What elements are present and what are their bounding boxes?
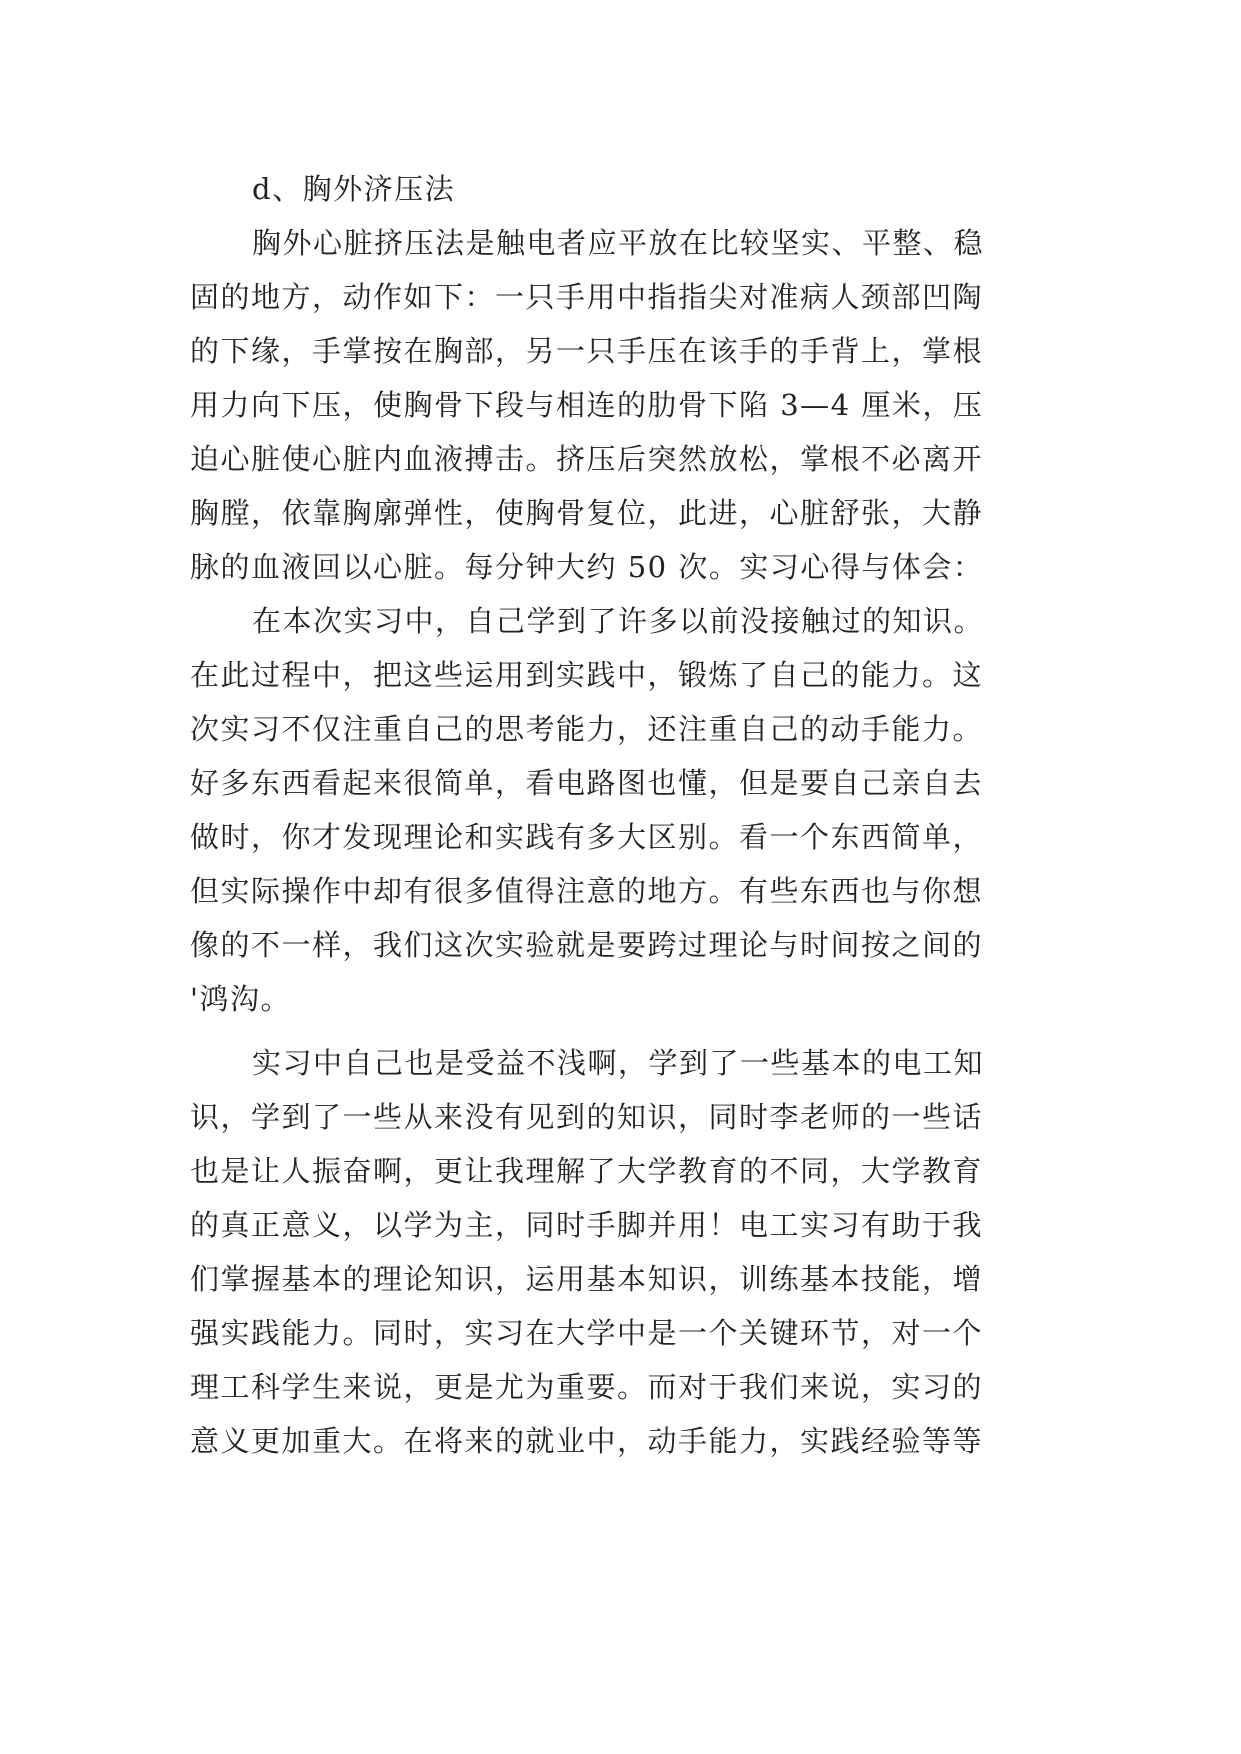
paragraph-line: 意义更加重大。在将来的就业中，动手能力，实践经验等等 (190, 1424, 984, 1458)
paragraph-line: 但实际操作中却有很多值得注意的地方。有些东西也与你想 (190, 874, 984, 908)
paragraph-line: 做时，你才发现理论和实践有多大区别。看一个东西简单， (190, 820, 984, 854)
paragraph-line: 固的地方，动作如下：一只手用中指指尖对准病人颈部凹陶 (190, 280, 984, 314)
paragraph-line: 理工科学生来说，更是尤为重要。而对于我们来说，实习的 (190, 1370, 984, 1404)
paragraph-line: 迫心脏使心脏内血液搏击。挤压后突然放松，掌根不必离开 (190, 442, 984, 476)
paragraph-line: 胸外心脏挤压法是触电者应平放在比较坚实、平整、稳 (252, 226, 985, 260)
paragraph-line: 在此过程中，把这些运用到实践中，锻炼了自己的能力。这 (190, 658, 984, 692)
paragraph-line: 实习中自己也是受益不浅啊，学到了一些基本的电工知 (252, 1046, 985, 1080)
paragraph-line: 次实习不仅注重自己的思考能力，还注重自己的动手能力。 (190, 712, 984, 746)
section-heading: d、胸外济压法 (252, 172, 456, 206)
paragraph-chest-compression (190, 216, 1060, 594)
paragraph-line: 像的不一样，我们这次实验就是要跨过理论与时间按之间的 (190, 928, 984, 962)
paragraph-line: 也是让人振奋啊，更让我理解了大学教育的不同，大学教育 (190, 1154, 984, 1188)
paragraph-internship-benefits (190, 1036, 1060, 1468)
paragraph-line: 好多东西看起来很简单，看电路图也懂，但是要自己亲自去 (190, 766, 984, 800)
paragraph-line: 在本次实习中，自己学到了许多以前没接触过的知识。 (252, 604, 985, 638)
paragraph-line: '鸿沟。 (190, 982, 291, 1016)
paragraph-line: 强实践能力。同时，实习在大学中是一个关键环节，对一个 (190, 1316, 984, 1350)
paragraph-internship-reflection (190, 594, 1060, 1026)
paragraph-line: 用力向下压，使胸骨下段与相连的肋骨下陷 3—4 厘米，压 (190, 388, 984, 422)
paragraph-line: 的真正意义，以学为主，同时手脚并用！电工实习有助于我 (190, 1208, 984, 1242)
paragraph-line: 胸膛，依靠胸廓弹性，使胸骨复位，此进，心脏舒张，大静 (190, 496, 984, 530)
paragraph-line: 的下缘，手掌按在胸部，另一只手压在该手的手背上，掌根 (190, 334, 984, 368)
paragraph-line: 脉的血液回以心脏。每分钟大约 50 次。实习心得与体会： (190, 550, 984, 584)
paragraph-spacer (190, 1026, 1060, 1036)
document-body (190, 162, 1060, 1468)
paragraph-line: 们掌握基本的理论知识，运用基本知识，训练基本技能，增 (190, 1262, 984, 1296)
paragraph-line: 识，学到了一些从来没有见到的知识，同时李老师的一些话 (190, 1100, 984, 1134)
